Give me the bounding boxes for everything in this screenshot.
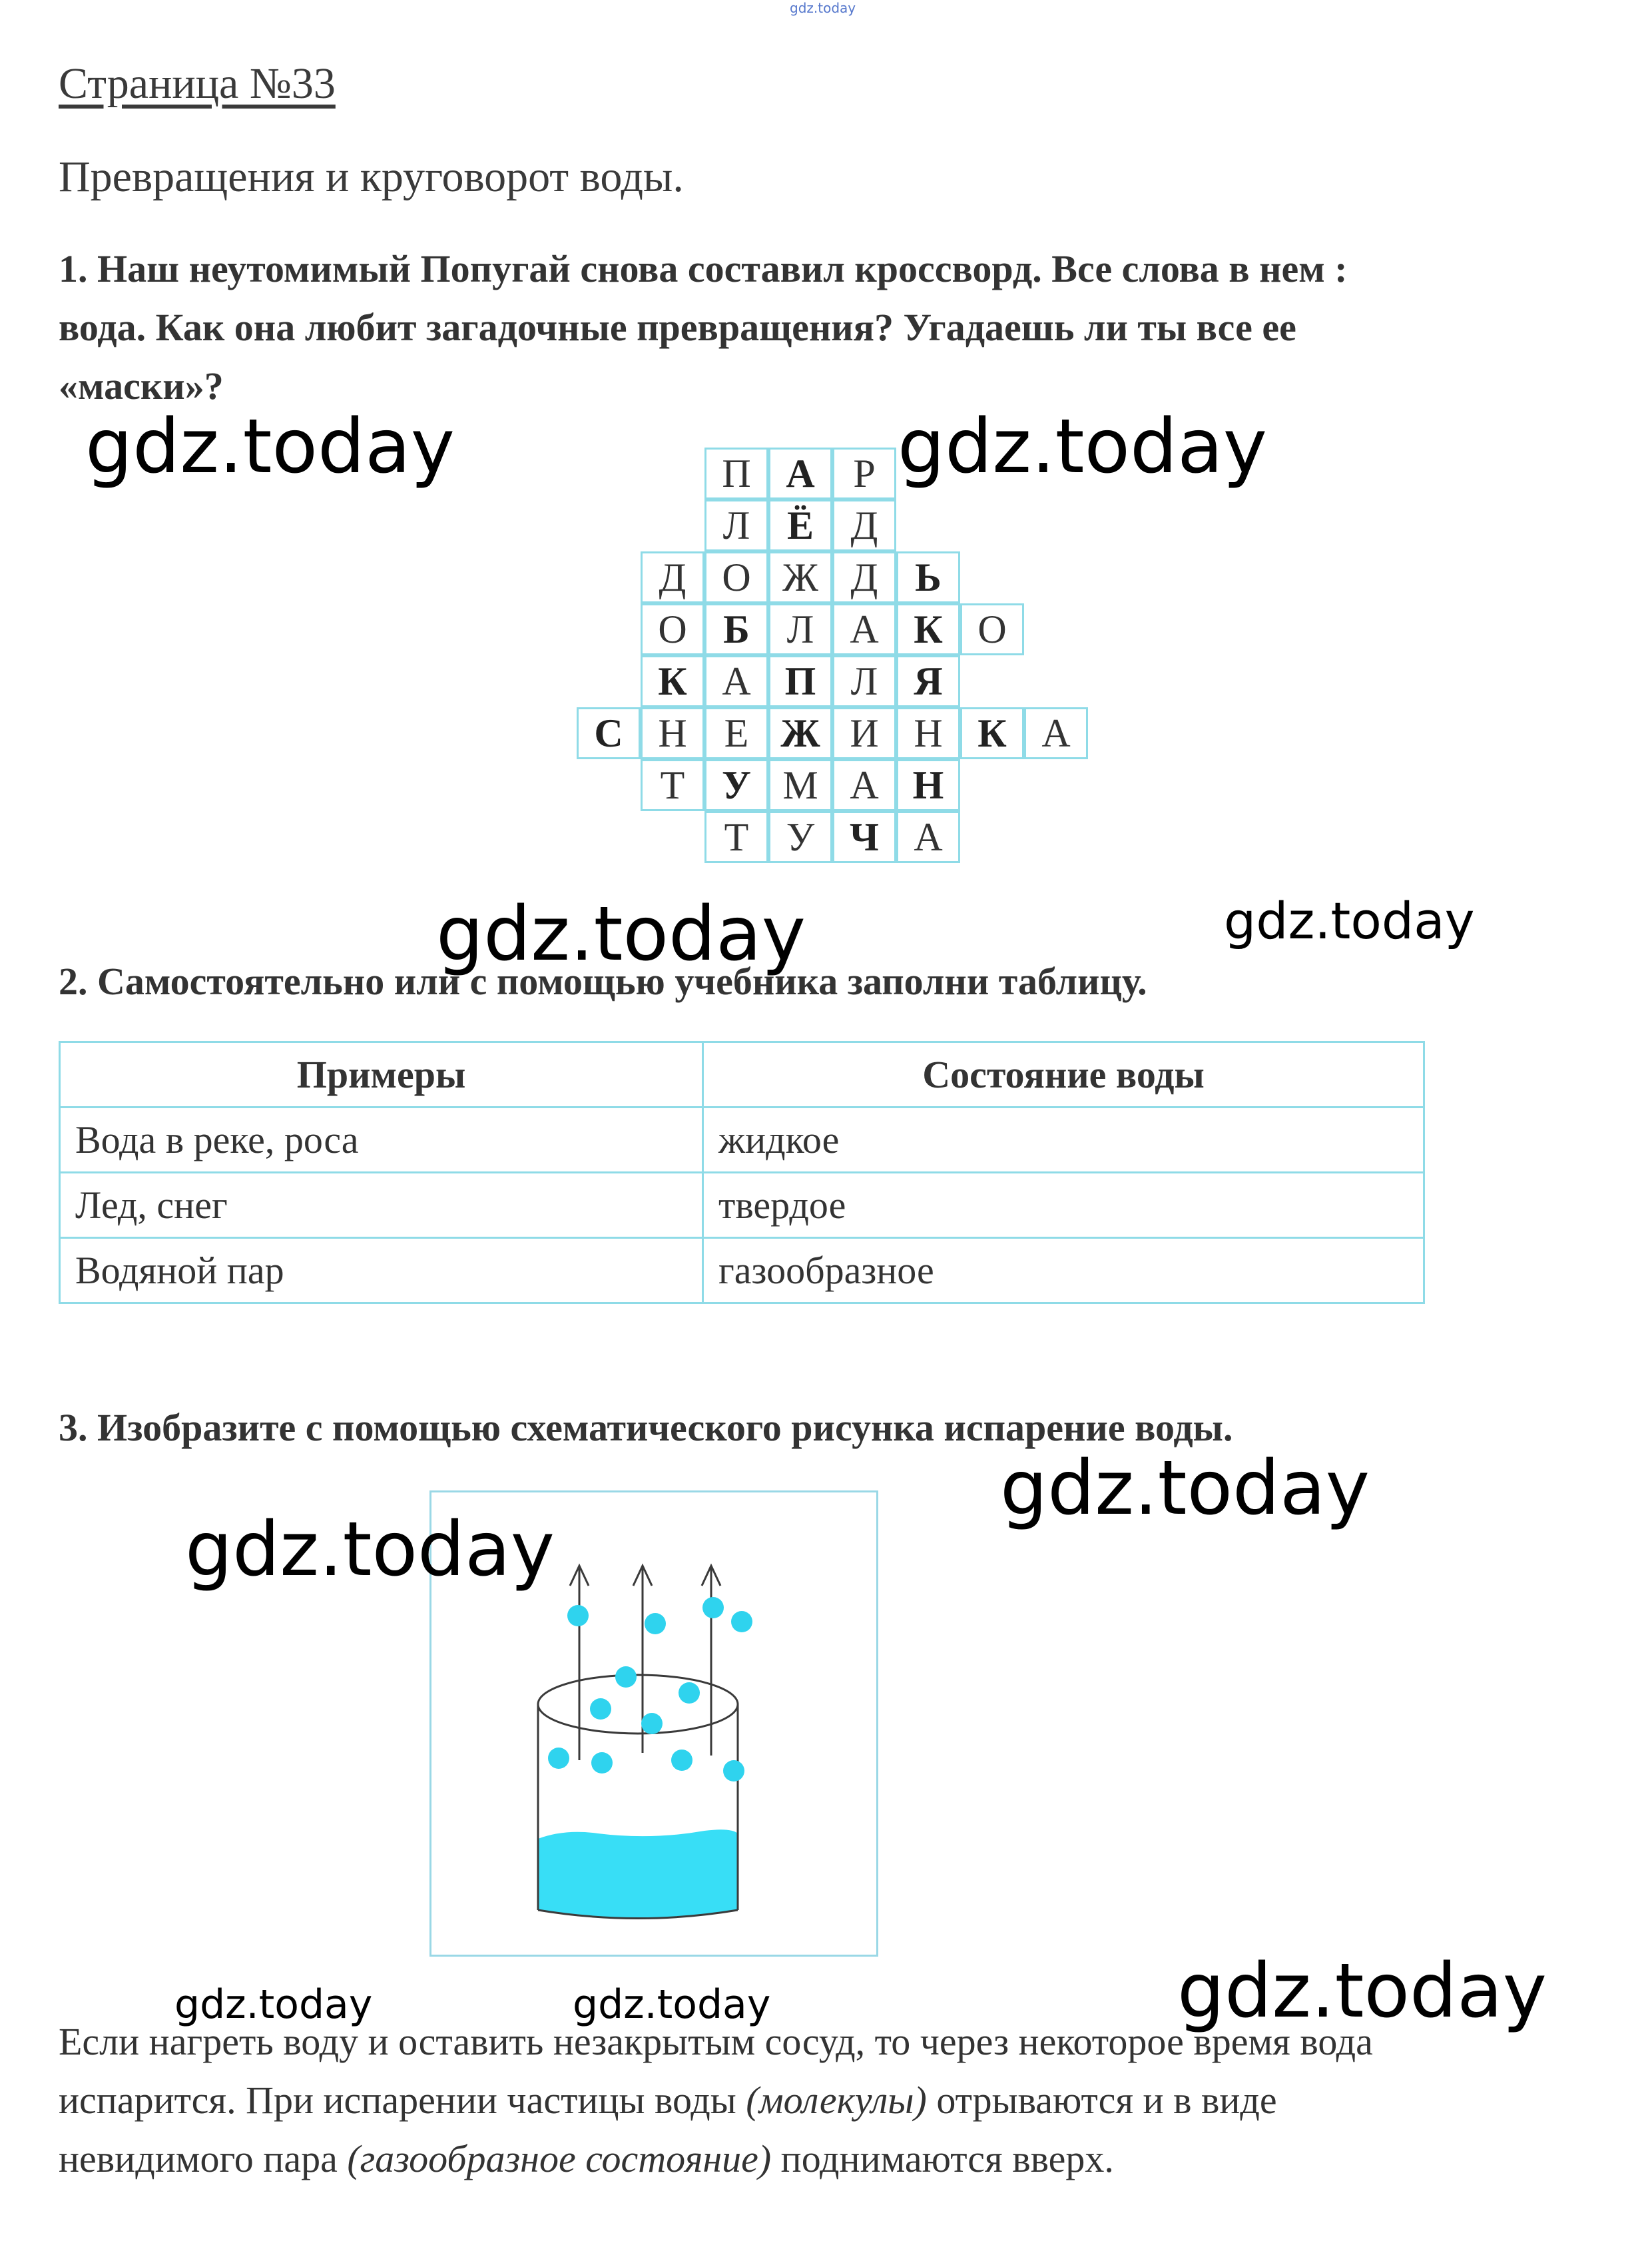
watermark: gdz.today	[436, 891, 806, 978]
crossword-cell: А	[896, 811, 960, 863]
water-molecule	[671, 1750, 692, 1771]
water-molecule	[548, 1748, 569, 1769]
crossword-cell: А	[1024, 707, 1088, 759]
crossword-cell: К	[641, 655, 704, 707]
crossword-cell: П	[704, 448, 768, 499]
water-molecule	[567, 1605, 589, 1626]
water-molecule	[590, 1698, 611, 1720]
crossword-cell: О	[704, 551, 768, 603]
answer-line-1: Если нагреть воду и оставить незакрытым сосуд, то через некоторое время вода	[59, 2020, 1373, 2063]
crossword-cell: А	[832, 603, 896, 655]
crossword-cell: Ё	[768, 499, 832, 551]
state-cell: жидкое	[703, 1108, 1424, 1173]
water-molecule	[591, 1752, 613, 1773]
crossword-cell: Б	[704, 603, 768, 655]
crossword-cell: Я	[896, 655, 960, 707]
crossword-cell: Л	[704, 499, 768, 551]
crossword-cell: Н	[641, 707, 704, 759]
table-row	[60, 1238, 1424, 1303]
watermark: gdz.today	[1000, 1445, 1370, 1532]
crossword-cell: Т	[704, 811, 768, 863]
crossword-cell: А	[704, 655, 768, 707]
crossword-cell: О	[960, 603, 1024, 655]
task-1	[59, 240, 1603, 416]
watermark: gdz.today	[185, 1506, 555, 1593]
water	[538, 1829, 738, 1918]
example-cell: Вода в реке, роса	[60, 1108, 703, 1173]
table-row	[60, 1108, 1424, 1173]
watermark: gdz.today	[85, 404, 455, 490]
crossword-cell: С	[577, 707, 641, 759]
crossword-cell: Л	[832, 655, 896, 707]
crossword-cell: У	[768, 811, 832, 863]
arrow-up-icon	[570, 1566, 589, 1760]
answer-text: испарится. При испарении частицы воды	[59, 2079, 746, 2122]
table-row	[60, 1173, 1424, 1238]
page-title: Страница №33	[59, 59, 336, 108]
crossword-cell: Н	[896, 759, 960, 811]
watermark: gdz.today	[174, 1981, 373, 2028]
crossword-cell: Е	[704, 707, 768, 759]
top-watermark: gdz.today	[790, 0, 856, 16]
crossword-cell: Д	[832, 551, 896, 603]
example-cell: Водяной пар	[60, 1238, 703, 1303]
crossword-cell: А	[768, 448, 832, 499]
answer-italic: (молекулы)	[746, 2079, 927, 2122]
answer-text: отрываются и в виде	[926, 2079, 1277, 2122]
task-1-line-3: «маски»?	[59, 364, 224, 408]
crossword-cell: К	[896, 603, 960, 655]
crossword-cell: И	[832, 707, 896, 759]
crossword-cell: Ч	[832, 811, 896, 863]
crossword-cell: У	[704, 759, 768, 811]
answer-text: поднимаются вверх.	[771, 2137, 1114, 2180]
crossword-cell: Л	[768, 603, 832, 655]
states-table	[59, 1041, 1425, 1304]
table-header-row	[60, 1042, 1424, 1108]
water-molecule	[731, 1611, 752, 1632]
crossword-cell: Д	[641, 551, 704, 603]
task-3: 3. Изобразите с помощью схематического рисунка испарение воды.	[59, 1406, 1233, 1449]
water-molecule	[723, 1760, 744, 1781]
glass-rim	[538, 1675, 738, 1734]
watermark: gdz.today	[1224, 891, 1475, 950]
crossword-cell: Т	[641, 759, 704, 811]
answer-line-2	[59, 2071, 1617, 2130]
water-molecule	[702, 1597, 724, 1618]
water-molecule	[645, 1613, 666, 1634]
crossword-cell: М	[768, 759, 832, 811]
task-1-line-1: 1. Наш неутомимый Попугай снова составил кроссворд. Все слова в нем :	[59, 247, 1348, 290]
crossword-cell: Ж	[768, 551, 832, 603]
water-molecule	[679, 1682, 700, 1704]
crossword-cell: Ж	[768, 707, 832, 759]
water-molecule	[615, 1666, 637, 1688]
crossword-cell: Д	[832, 499, 896, 551]
crossword-cell: П	[768, 655, 832, 707]
state-cell: газообразное	[703, 1238, 1424, 1303]
task-2: 2. Самостоятельно или с помощью учебника заполни таблицу.	[59, 960, 1147, 1003]
crossword-cell: Н	[896, 707, 960, 759]
answer-line-3	[59, 2130, 1617, 2188]
water-molecule	[641, 1713, 663, 1734]
crossword-cell: Р	[832, 448, 896, 499]
crossword-cell: А	[832, 759, 896, 811]
watermark: gdz.today	[573, 1981, 771, 2028]
watermark: gdz.today	[1177, 1948, 1547, 2035]
state-cell: твердое	[703, 1173, 1424, 1238]
header-state: Состояние воды	[703, 1042, 1424, 1108]
crossword-cell: Ь	[896, 551, 960, 603]
topic-heading: Превращения и круговорот воды.	[59, 153, 684, 201]
example-cell: Лед, снег	[60, 1173, 703, 1238]
crossword-cell: О	[641, 603, 704, 655]
crossword-cell: К	[960, 707, 1024, 759]
answer-paragraph	[59, 2013, 1617, 2188]
task-1-line-2: вода. Как она любит загадочные превращения? Угадаешь ли ты все ее	[59, 306, 1296, 349]
watermark: gdz.today	[898, 404, 1268, 490]
header-examples: Примеры	[60, 1042, 703, 1108]
answer-text: невидимого пара	[59, 2137, 348, 2180]
answer-italic: (газообразное состояние)	[347, 2137, 772, 2180]
